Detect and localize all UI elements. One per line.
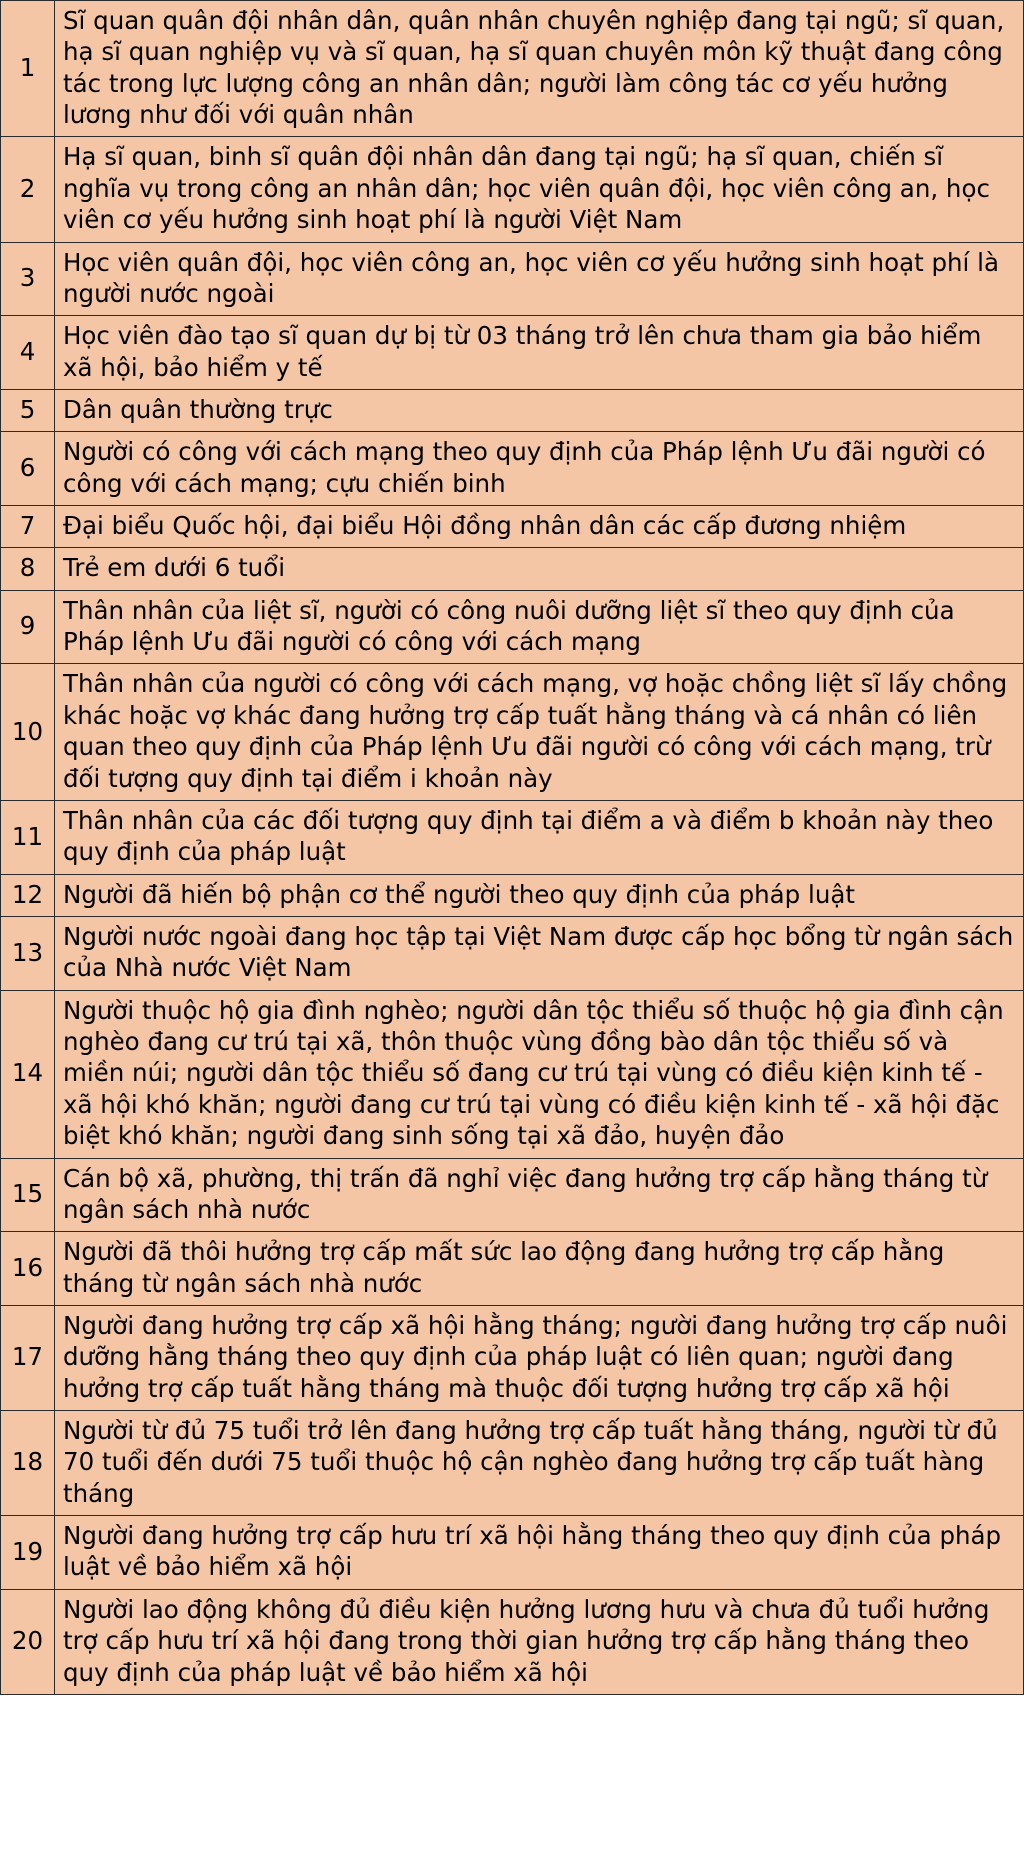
row-text: Đại biểu Quốc hội, đại biểu Hội đồng nhân dân các cấp đương nhiệm [55, 506, 1024, 548]
table-row [1, 664, 1024, 800]
row-number: 4 [1, 316, 55, 390]
row-number: 6 [1, 432, 55, 506]
row-number: 10 [1, 664, 55, 800]
row-number: 19 [1, 1516, 55, 1590]
row-text: Người từ đủ 75 tuổi trở lên đang hưởng trợ cấp tuất hằng tháng, người từ đủ 70 tuổi đến dưới 75 tuổi thuộc hộ cận nghèo đang hưởng trợ cấp tuất hàng tháng [55, 1411, 1024, 1516]
row-text: Sĩ quan quân đội nhân dân, quân nhân chuyên nghiệp đang tại ngũ; sĩ quan, hạ sĩ quan nghiệp vụ và sĩ quan, hạ sĩ quan chuyên môn kỹ thuật đang công tác trong lực lượng công an nhân dân; người làm công tác cơ yếu hưởng lương như đối với quân nhân [55, 1, 1024, 137]
row-number: 1 [1, 1, 55, 137]
row-text: Dân quân thường trực [55, 389, 1024, 431]
row-number: 2 [1, 137, 55, 242]
row-text: Người đã hiến bộ phận cơ thể người theo quy định của pháp luật [55, 874, 1024, 916]
table-row [1, 874, 1024, 916]
row-number: 17 [1, 1305, 55, 1410]
table-row [1, 432, 1024, 506]
row-text: Thân nhân của người có công với cách mạng, vợ hoặc chồng liệt sĩ lấy chồng khác hoặc vợ khác đang hưởng trợ cấp tuất hằng tháng và cá nhân có liên quan theo quy định của Pháp lệnh Ưu đãi người có công với cách mạng, trừ đối tượng quy định tại điểm i khoản này [55, 664, 1024, 800]
table-row [1, 506, 1024, 548]
table-row [1, 800, 1024, 874]
row-text: Người có công với cách mạng theo quy định của Pháp lệnh Ưu đãi người có công với cách mạng; cựu chiến binh [55, 432, 1024, 506]
table-row [1, 1158, 1024, 1232]
row-text: Hạ sĩ quan, binh sĩ quân đội nhân dân đang tại ngũ; hạ sĩ quan, chiến sĩ nghĩa vụ trong công an nhân dân; học viên quân đội, học viên công an, học viên cơ yếu hưởng sinh hoạt phí là người Việt Nam [55, 137, 1024, 242]
table-row [1, 548, 1024, 590]
row-number: 8 [1, 548, 55, 590]
row-number: 20 [1, 1589, 55, 1694]
table-row [1, 1232, 1024, 1306]
row-number: 13 [1, 916, 55, 990]
row-text: Học viên quân đội, học viên công an, học viên cơ yếu hưởng sinh hoạt phí là người nước ngoài [55, 242, 1024, 316]
row-number: 7 [1, 506, 55, 548]
table-body [1, 1, 1024, 1695]
table-row [1, 389, 1024, 431]
row-number: 14 [1, 990, 55, 1158]
table-row [1, 1411, 1024, 1516]
row-text: Người đang hưởng trợ cấp xã hội hằng tháng; người đang hưởng trợ cấp nuôi dưỡng hằng tháng theo quy định của pháp luật có liên quan; người đang hưởng trợ cấp tuất hằng tháng mà thuộc đối tượng hưởng trợ cấp xã hội [55, 1305, 1024, 1410]
row-text: Người đang hưởng trợ cấp hưu trí xã hội hằng tháng theo quy định của pháp luật về bảo hiểm xã hội [55, 1516, 1024, 1590]
row-number: 15 [1, 1158, 55, 1232]
table-row [1, 990, 1024, 1158]
row-text: Cán bộ xã, phường, thị trấn đã nghỉ việc đang hưởng trợ cấp hằng tháng từ ngân sách nhà nước [55, 1158, 1024, 1232]
row-text: Người nước ngoài đang học tập tại Việt Nam được cấp học bổng từ ngân sách của Nhà nước Việt Nam [55, 916, 1024, 990]
table-row [1, 1516, 1024, 1590]
table-row [1, 242, 1024, 316]
row-text: Trẻ em dưới 6 tuổi [55, 548, 1024, 590]
row-number: 3 [1, 242, 55, 316]
row-number: 11 [1, 800, 55, 874]
row-text: Học viên đào tạo sĩ quan dự bị từ 03 tháng trở lên chưa tham gia bảo hiểm xã hội, bảo hiểm y tế [55, 316, 1024, 390]
row-text: Người đã thôi hưởng trợ cấp mất sức lao động đang hưởng trợ cấp hằng tháng từ ngân sách nhà nước [55, 1232, 1024, 1306]
row-number: 12 [1, 874, 55, 916]
row-number: 16 [1, 1232, 55, 1306]
row-text: Người thuộc hộ gia đình nghèo; người dân tộc thiểu số thuộc hộ gia đình cận nghèo đang cư trú tại xã, thôn thuộc vùng đồng bào dân tộc thiểu số và miền núi; người dân tộc thiểu số đang cư trú tại vùng có điều kiện kinh tế - xã hội khó khăn; người đang cư trú tại vùng có điều kiện kinh tế - xã hội đặc biệt khó khăn; người đang sinh sống tại xã đảo, huyện đảo [55, 990, 1024, 1158]
row-text: Thân nhân của các đối tượng quy định tại điểm a và điểm b khoản này theo quy định của pháp luật [55, 800, 1024, 874]
table-row [1, 590, 1024, 664]
row-text: Người lao động không đủ điều kiện hưởng lương hưu và chưa đủ tuổi hưởng trợ cấp hưu trí xã hội đang trong thời gian hưởng trợ cấp hằng tháng theo quy định của pháp luật về bảo hiểm xã hội [55, 1589, 1024, 1694]
table-row [1, 1305, 1024, 1410]
table-row [1, 916, 1024, 990]
row-number: 5 [1, 389, 55, 431]
table-row [1, 1589, 1024, 1694]
table-row [1, 316, 1024, 390]
table-row [1, 137, 1024, 242]
row-number: 9 [1, 590, 55, 664]
row-number: 18 [1, 1411, 55, 1516]
table-row [1, 1, 1024, 137]
row-text: Thân nhân của liệt sĩ, người có công nuôi dưỡng liệt sĩ theo quy định của Pháp lệnh Ưu đãi người có công với cách mạng [55, 590, 1024, 664]
